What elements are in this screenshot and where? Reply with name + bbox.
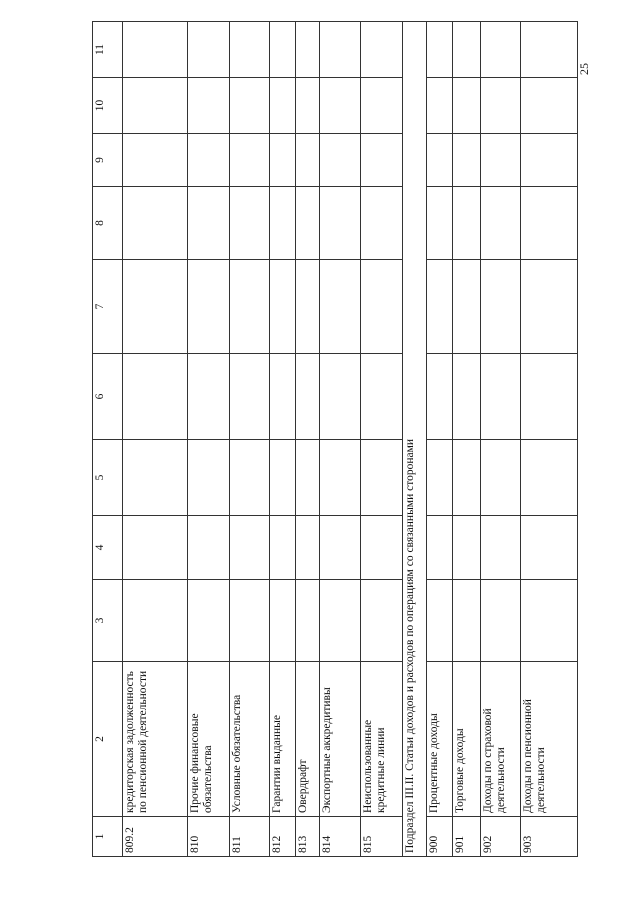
table-row — [123, 22, 188, 857]
table-row — [188, 22, 230, 857]
row-name: Неиспользованные кредитные линии — [361, 662, 403, 817]
header-cell: 9 — [93, 134, 123, 187]
row-name: Овердрафт — [296, 662, 320, 817]
row-code: 813 — [296, 817, 320, 857]
row-name: Прочие финансовые обязательства — [188, 662, 230, 817]
table-row — [270, 22, 296, 857]
row-name: Доходы по пенсионной деятельности — [521, 662, 578, 817]
page-number: 25 — [577, 63, 591, 75]
header-row — [93, 22, 123, 857]
row-code: 901 — [453, 817, 481, 857]
related-party-table — [92, 21, 578, 857]
header-cell: 7 — [93, 260, 123, 354]
table-row — [481, 22, 521, 857]
section-title: Подраздел III.II. Статьи доходов и расходов по операциям со связанными сторонами — [403, 22, 427, 857]
row-code: 812 — [270, 817, 296, 857]
row-code: 811 — [230, 817, 270, 857]
table-row — [361, 22, 403, 857]
table-row — [453, 22, 481, 857]
row-code: 900 — [427, 817, 453, 857]
table-row — [320, 22, 361, 857]
header-cell: 4 — [93, 516, 123, 580]
row-code: 903 — [521, 817, 578, 857]
row-code: 810 — [188, 817, 230, 857]
header-cell: 1 — [93, 817, 123, 857]
header-cell: 6 — [93, 354, 123, 440]
table-row — [230, 22, 270, 857]
row-name: Процентные доходы — [427, 662, 453, 817]
row-name: Гарантии выданные — [270, 662, 296, 817]
section-row — [403, 22, 427, 857]
row-name: Экспортные аккредитивы — [320, 662, 361, 817]
header-cell: 3 — [93, 580, 123, 662]
row-name: Условные обязательства — [230, 662, 270, 817]
row-code: 815 — [361, 817, 403, 857]
header-cell: 2 — [93, 662, 123, 817]
table-row — [296, 22, 320, 857]
header-cell: 10 — [93, 78, 123, 134]
header-cell: 8 — [93, 187, 123, 260]
table-row — [427, 22, 453, 857]
row-code: 814 — [320, 817, 361, 857]
header-cell: 5 — [93, 440, 123, 516]
rotated-table-wrapper — [92, 43, 557, 857]
row-name: Торговые доходы — [453, 662, 481, 817]
header-cell: 11 — [93, 22, 123, 78]
row-name: кредиторская задолженность по пенсионной деятельности — [123, 662, 188, 817]
row-name: Доходы по страховой деятельности — [481, 662, 521, 817]
row-code: 902 — [481, 817, 521, 857]
table-row — [521, 22, 578, 857]
row-code: 809.2 — [123, 817, 188, 857]
